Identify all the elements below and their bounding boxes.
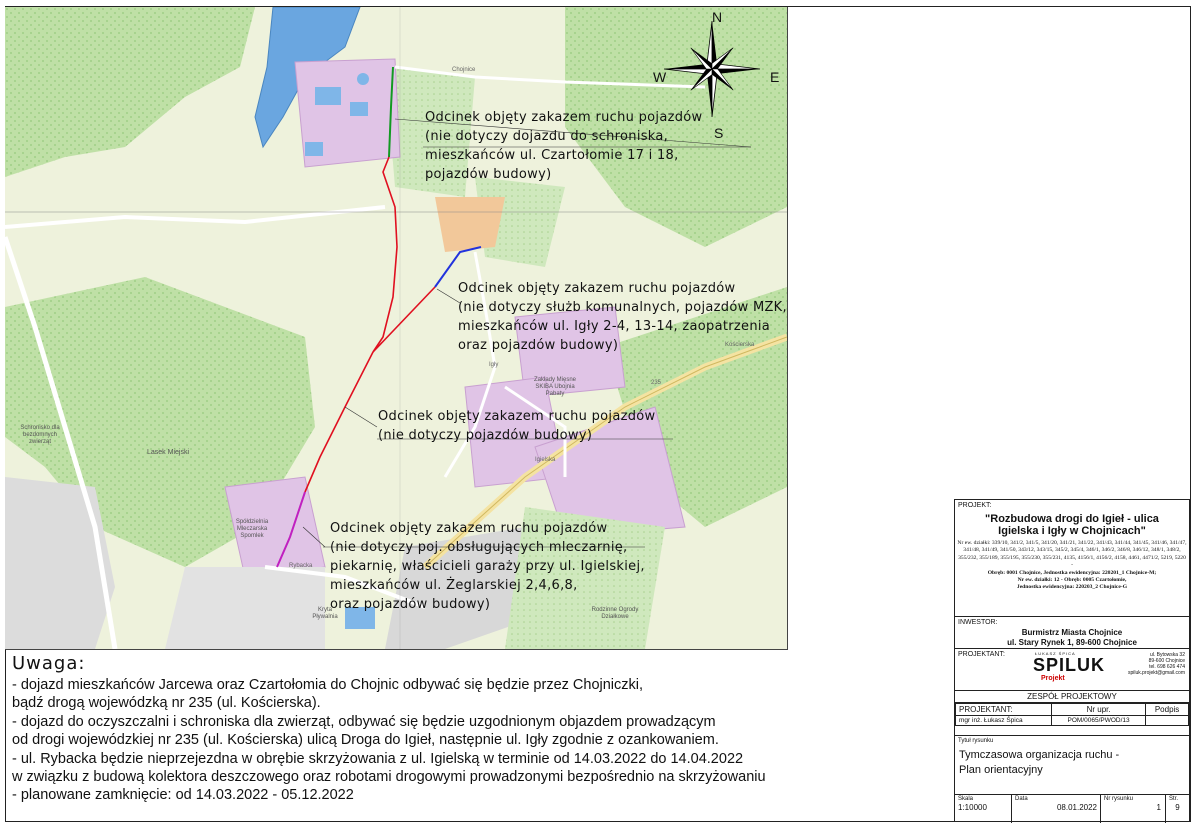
- compass-e: E: [770, 69, 780, 85]
- logo-icon: SPILUK: [1033, 655, 1106, 675]
- basin-2: [350, 102, 368, 116]
- date-cell: Data 08.01.2022: [1012, 795, 1101, 823]
- road-label: 235: [651, 380, 662, 386]
- footer-row: [955, 794, 1189, 823]
- remarks: [12, 653, 912, 805]
- place-label: Zakłady Mięsne SKIBA Ubojnia Pabaty: [533, 377, 577, 397]
- team-cell: [1146, 716, 1189, 726]
- road-label: Rybacka: [289, 563, 313, 569]
- orange-area: [435, 197, 505, 252]
- drawing-title-section: [955, 735, 1189, 794]
- compass-w: W: [653, 69, 667, 85]
- designer-address: ul. Bytowska 32 89-600 Chojnice tel. 698 626 474 spiluk.projekt@gmail.com: [1127, 652, 1185, 676]
- investor-address: ul. Stary Rynek 1, 89-600 Chojnice: [1007, 638, 1137, 647]
- title-block: [954, 499, 1190, 822]
- remark-line: w związku z budową kolektora deszczowego oraz robotami drogowymi prowadzonymi bezpośrednio na skrzyżowaniu: [12, 769, 766, 786]
- compass-n: N: [712, 9, 723, 25]
- note-red: Odcinek objęty zakazem ruchu pojazdów (nie dotyczy pojazdów budowy): [378, 409, 656, 443]
- remark-line: - ul. Rybacka będzie nieprzejezdna w obrębie skrzyżowania z ul. Igielską w terminie od 14.03.2022 do 14.04.2022: [12, 750, 744, 767]
- obreb-1: Obręb: 0001 Chojnice, Jednostka ewidencyjna: 220201_1 Chojnice-M;: [987, 569, 1157, 576]
- road-label: Igielska: [535, 457, 556, 463]
- team-col: PROJEKTANT:: [956, 704, 1052, 716]
- road-label: Chojnice: [452, 67, 476, 73]
- road-label: Igły: [489, 362, 499, 368]
- page-value: 9: [1175, 803, 1180, 812]
- basin-3: [305, 142, 323, 156]
- designer-label: PROJEKTANT:: [958, 651, 1005, 658]
- note-blue: Odcinek objęty zakazem ruchu pojazdów (nie dotyczy służb komunalnych, pojazdów MZK, mieszkańców ul. Igły 2-4, 13-14, zaopatrzenia oraz pojazdów budowy): [458, 281, 787, 353]
- remark-line: od drogi wojewódzkiej nr 235 (ul. Kościerska) ulicą Droga do Igieł, następnie ul. Igły zgodnie z ozankowaniem.: [12, 732, 719, 749]
- tank: [357, 73, 369, 85]
- team-label: ZESPÓŁ PROJEKTOWY: [955, 691, 1189, 703]
- jednostka-2: Jednostka ewidencyjna: 220203_2 Chojnice-G: [1016, 584, 1128, 591]
- drawing-no-value: 1: [1156, 803, 1161, 812]
- road-label: Kościerska: [725, 342, 755, 348]
- team-col: Nr upr.: [1052, 704, 1146, 716]
- date-value: 08.01.2022: [1056, 803, 1097, 812]
- investor-section: [955, 616, 1189, 649]
- drawing-title-label: Tytuł rysunku: [958, 738, 994, 744]
- remarks-title: Uwaga:: [12, 653, 86, 674]
- remark-line: - planowane zamknięcie: od 14.03.2022 - 05.12.2022: [12, 787, 354, 804]
- remark-line: bądź drogą wojewódzką nr 235 (ul. Kościerska).: [12, 695, 321, 712]
- team-table: [955, 703, 1189, 726]
- logo-sub: Projekt: [1041, 675, 1065, 682]
- residential-s: [165, 567, 325, 649]
- place-label: Rodzinne Ogrody Działkowe: [591, 607, 639, 620]
- investor-label: INWESTOR:: [958, 619, 998, 626]
- team-cell: mgr inż. Łukasz Śpica: [956, 716, 1052, 726]
- remark-line: - dojazd mieszkańców Jarcewa oraz Czartołomia do Chojnic odbywać się będzie przez Chojniczki,: [12, 677, 644, 693]
- place-label: Lasek Miejski: [146, 449, 189, 456]
- page-cell: Str. 9: [1166, 795, 1189, 823]
- parcels: Nr ew. działki: 339/10, 341/2, 341/5, 341/20, 341/21, 341/22, 341/43, 341/44, 341/45, 341/46, 341/47, 341/48, 341/49, 341/50, 343/12, 343/15, 345/2, 345/4, 346/1, 346/2, 346/8, 346/12, 348/1, 348/2, 355/232, 355/189, 355/195, 355/230, 355/231, 4135, 4156/1, 4156/2, 4158, 4461, 4471/2, 5219, 5220 -: [957, 540, 1187, 569]
- investor-name: Burmistrz Miasta Chojnice: [1021, 628, 1123, 637]
- project-label: PROJEKT:: [958, 502, 992, 509]
- designer-section: [955, 648, 1189, 689]
- remark-line: - dojazd do oczyszczalni i schroniska dla zwierząt, odbywać się będzie uzgodnionym objazdem prowadzącym: [12, 713, 716, 730]
- parcels-2: Nr ew. działki: 12 - Obręb: 0005 Czartołomie,: [1017, 577, 1127, 584]
- team-section: [955, 690, 1189, 726]
- team-col: Podpis: [1146, 704, 1189, 716]
- note-magenta: Odcinek objęty zakazem ruchu pojazdów (nie dotyczy poj. obsługujących mleczarnię, piekarnię, właścicieli garaży przy ul. Igielskiej, mieszkańców ul. Żeglarskiej 2,4,6,8, oraz pojazdów budowy): [330, 521, 645, 612]
- team-cell: POM/0065/PWOD/13: [1052, 716, 1146, 726]
- project-title: "Rozbudowa drogi do Igieł - ulica Igielska i Igły w Chojnicach": [985, 513, 1159, 537]
- place-label: Kryta Pływalnia: [312, 607, 338, 620]
- place-label: Schronisko dla bezdomnych zwierząt: [20, 425, 60, 445]
- place-label: Spółdzielnia Mleczarska Spomlek: [235, 519, 269, 539]
- scale-cell: Skala 1:10000: [955, 795, 1012, 823]
- logo-top: ŁUKASZ ŚPICA: [1035, 651, 1076, 656]
- note-north: Odcinek objęty zakazem ruchu pojazdów (nie dotyczy dojazdu do schroniska, mieszkańców ul. Czartołomie 17 i 18, pojazdów budowy): [425, 110, 703, 182]
- drawing-title: Tymczasowa organizacja ruchu - Plan orientacyjny: [959, 749, 1120, 776]
- compass-s: S: [714, 125, 724, 141]
- drawing-no-cell: Nr rysunku 1: [1101, 795, 1166, 823]
- basin-1: [315, 87, 341, 105]
- orientation-map: [5, 7, 788, 650]
- scale-value: 1:10000: [958, 803, 987, 812]
